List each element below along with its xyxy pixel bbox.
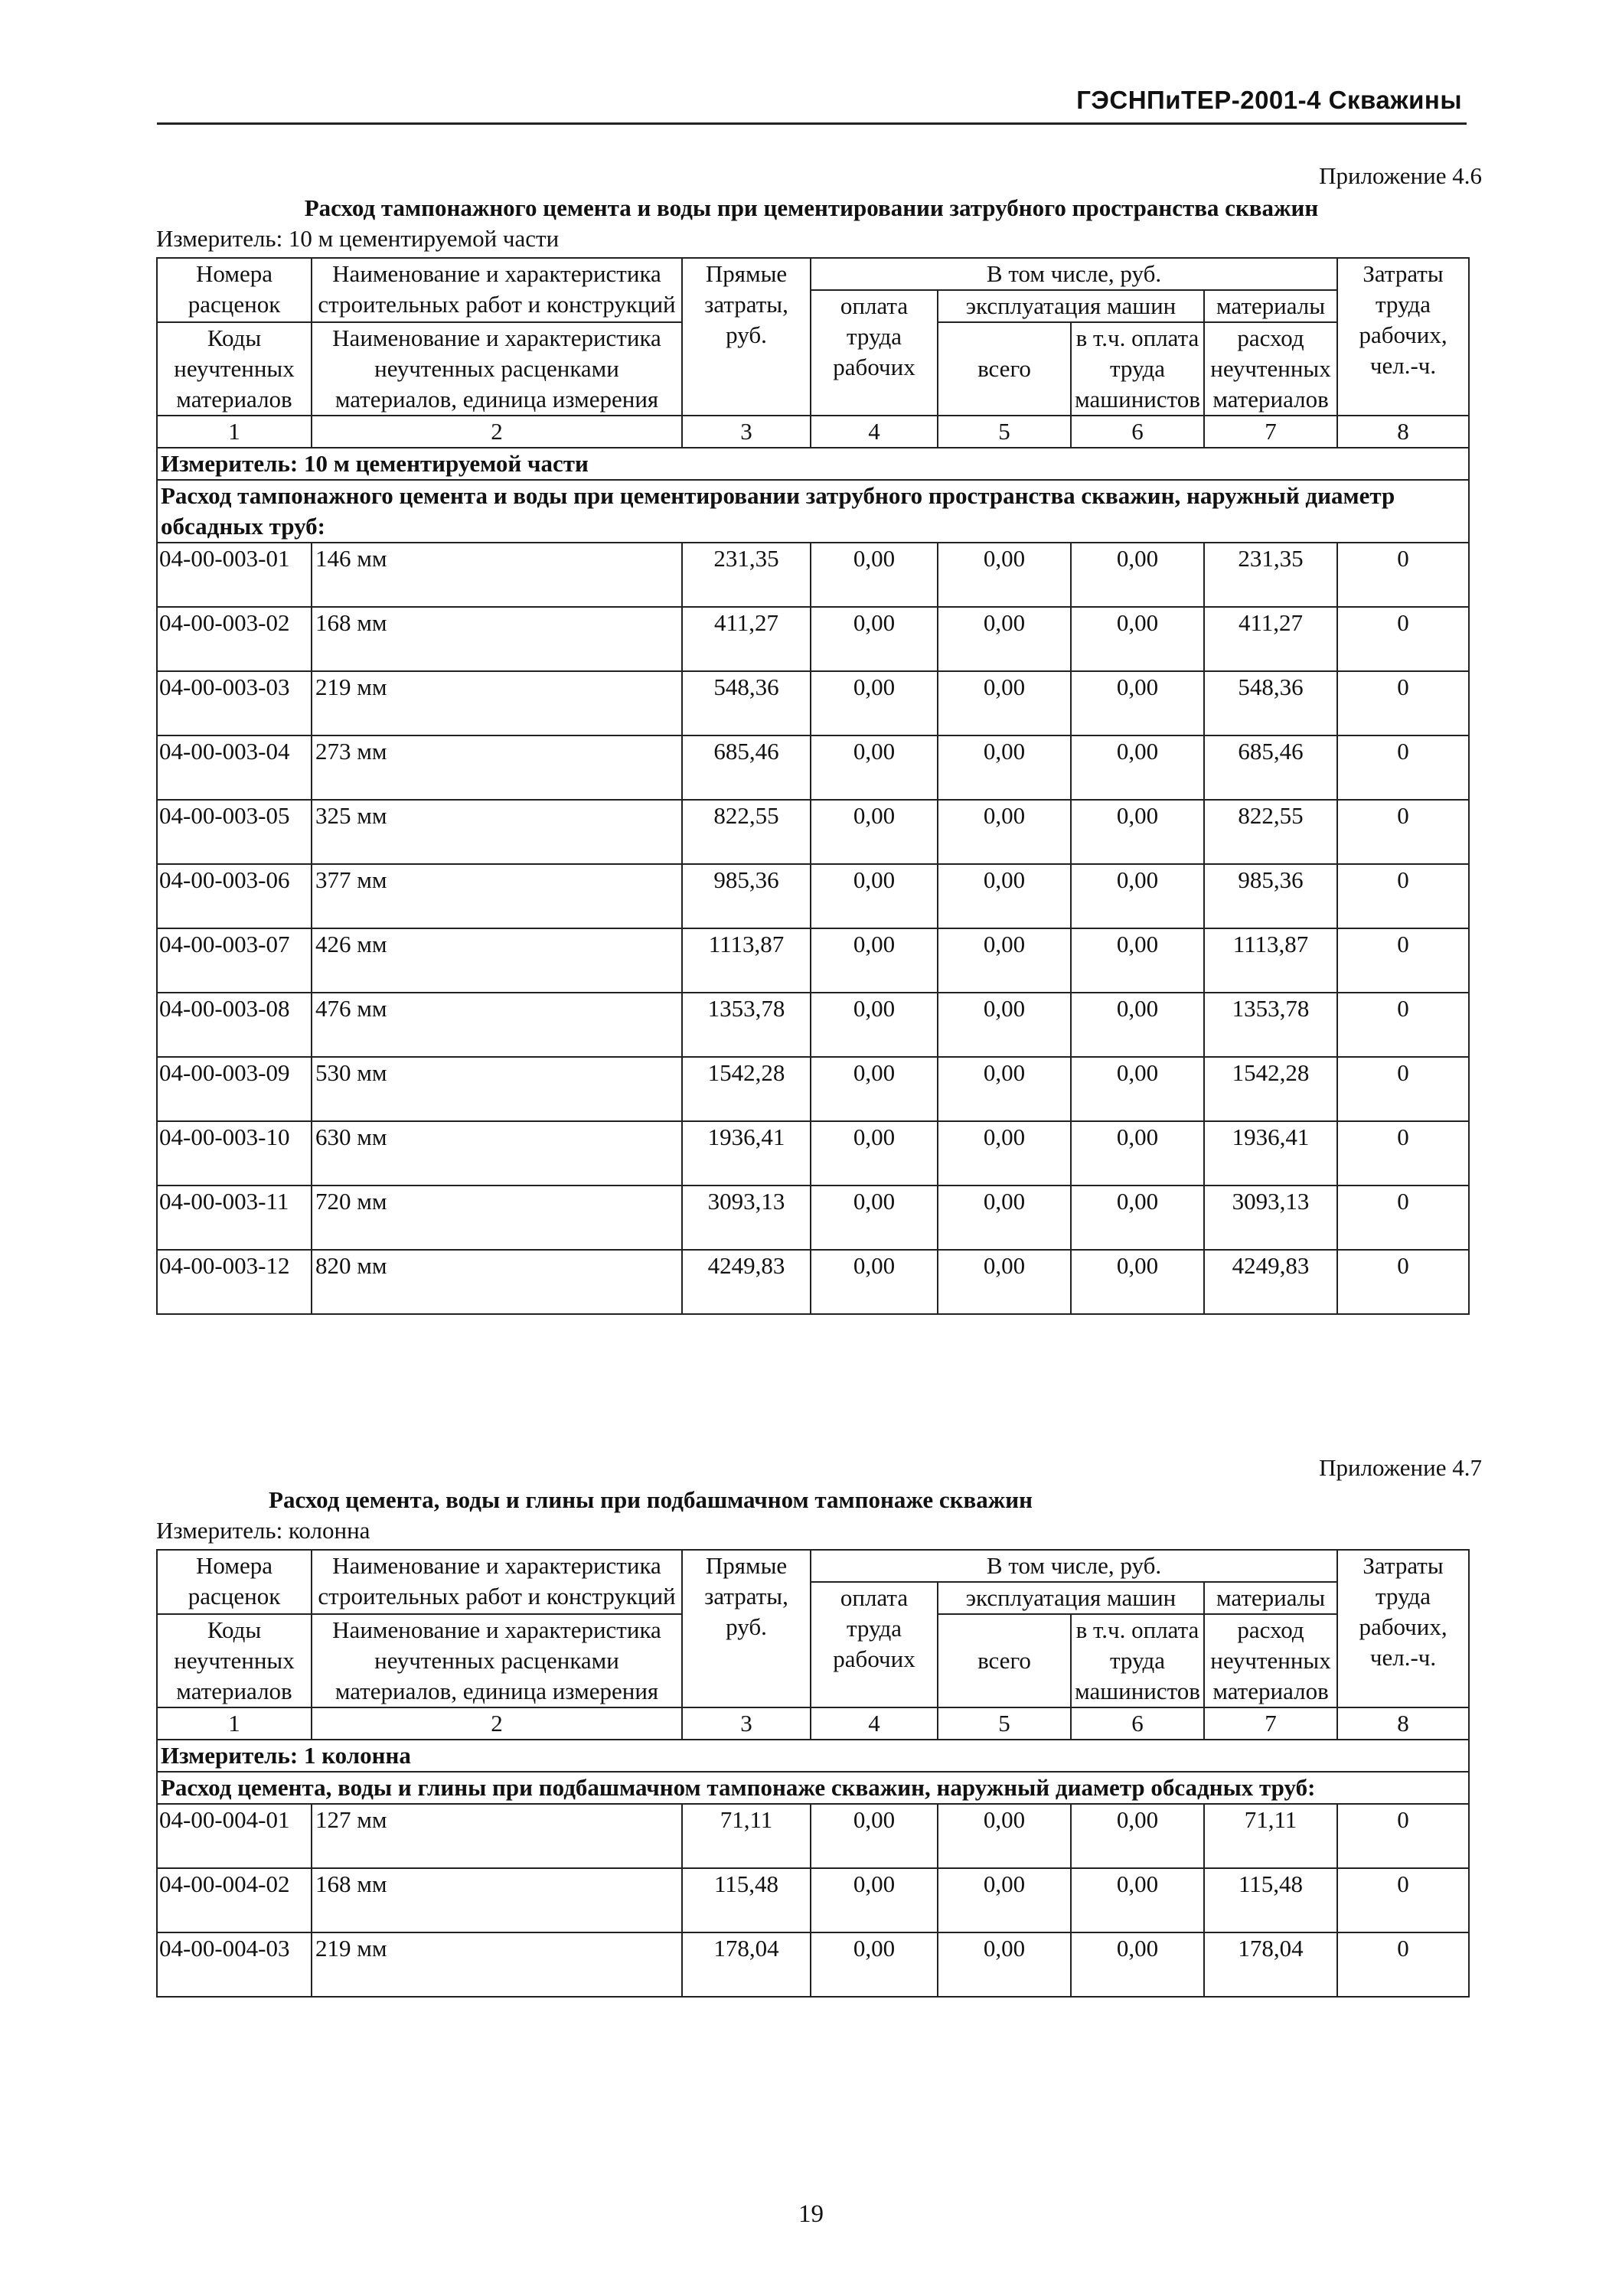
work-name-cell: 720 мм <box>312 1186 682 1250</box>
labor-hours-cell: 0 <box>1337 993 1469 1057</box>
labor-pay-cell: 0,00 <box>811 1804 938 1868</box>
labor-hours-cell: 0 <box>1337 1250 1469 1314</box>
column-number: 4 <box>811 1707 938 1740</box>
labor-pay-cell: 0,00 <box>811 1121 938 1186</box>
labor-hours-cell: 0 <box>1337 543 1469 607</box>
machinist-pay-cell: 0,00 <box>1071 993 1204 1057</box>
column-number: 5 <box>938 1707 1071 1740</box>
labor-pay-cell: 0,00 <box>811 864 938 928</box>
header-labor-pay: оплата труда рабочих <box>811 1582 938 1707</box>
table-row <box>157 1057 1469 1121</box>
rate-code-cell: 04-00-003-07 <box>157 928 312 993</box>
direct-costs-cell: 4249,83 <box>682 1250 811 1314</box>
rate-code-cell: 04-00-003-01 <box>157 543 312 607</box>
table-body <box>157 1804 1469 1997</box>
measure-unit: Измеритель: колонна <box>156 1517 370 1544</box>
materials-cost-cell: 685,46 <box>1204 735 1337 800</box>
materials-cost-cell: 822,55 <box>1204 800 1337 864</box>
work-name-cell: 325 мм <box>312 800 682 864</box>
materials-cost-cell: 178,04 <box>1204 1932 1337 1997</box>
labor-pay-cell: 0,00 <box>811 735 938 800</box>
work-name-cell: 146 мм <box>312 543 682 607</box>
machine-total-cell: 0,00 <box>938 1868 1071 1932</box>
header-unaccounted-codes: Коды неучтенных материалов <box>157 1614 312 1707</box>
table-row <box>157 1804 1469 1868</box>
machinist-pay-cell: 0,00 <box>1071 1804 1204 1868</box>
rates-table <box>156 1549 1470 1998</box>
machinist-pay-cell: 0,00 <box>1071 1250 1204 1314</box>
direct-costs-cell: 71,11 <box>682 1804 811 1868</box>
column-number: 2 <box>312 416 682 448</box>
header-total: всего <box>938 322 1071 416</box>
machine-total-cell: 0,00 <box>938 928 1071 993</box>
header-work-name: Наименование и характеристика строительных работ и конструкций <box>312 258 682 322</box>
section-title: Расход тампонажного цемента и воды при цементировании затрубного пространства скважин <box>304 194 1319 221</box>
header-including: В том числе, руб. <box>811 1550 1337 1582</box>
header-work-name: Наименование и характеристика строительных работ и конструкций <box>312 1550 682 1614</box>
labor-pay-cell: 0,00 <box>811 1868 938 1932</box>
header-total: всего <box>938 1614 1071 1707</box>
column-number: 7 <box>1204 1707 1337 1740</box>
table-row <box>157 1186 1469 1250</box>
direct-costs-cell: 685,46 <box>682 735 811 800</box>
work-name-cell: 219 мм <box>312 671 682 735</box>
table-row <box>157 1250 1469 1314</box>
labor-pay-cell: 0,00 <box>811 607 938 671</box>
machinist-pay-cell: 0,00 <box>1071 800 1204 864</box>
machine-total-cell: 0,00 <box>938 993 1071 1057</box>
rate-code-cell: 04-00-004-02 <box>157 1868 312 1932</box>
rate-code-cell: 04-00-003-11 <box>157 1186 312 1250</box>
table-row <box>157 671 1469 735</box>
labor-pay-cell: 0,00 <box>811 671 938 735</box>
labor-hours-cell: 0 <box>1337 1057 1469 1121</box>
materials-cost-cell: 548,36 <box>1204 671 1337 735</box>
materials-cost-cell: 115,48 <box>1204 1868 1337 1932</box>
labor-hours-cell: 0 <box>1337 671 1469 735</box>
machinist-pay-cell: 0,00 <box>1071 607 1204 671</box>
labor-pay-cell: 0,00 <box>811 1057 938 1121</box>
rate-code-cell: 04-00-003-04 <box>157 735 312 800</box>
labor-pay-cell: 0,00 <box>811 800 938 864</box>
column-number: 3 <box>682 416 811 448</box>
work-name-cell: 168 мм <box>312 1868 682 1932</box>
measure-row: Измеритель: 10 м цементируемой части <box>157 448 1469 480</box>
rates-table <box>156 257 1470 1315</box>
header-materials: материалы <box>1204 290 1337 322</box>
labor-hours-cell: 0 <box>1337 864 1469 928</box>
table-row <box>157 607 1469 671</box>
machine-total-cell: 0,00 <box>938 800 1071 864</box>
column-number: 3 <box>682 1707 811 1740</box>
rate-code-cell: 04-00-003-08 <box>157 993 312 1057</box>
header-machine-operation: эксплуатация машин <box>938 1582 1204 1614</box>
direct-costs-cell: 1936,41 <box>682 1121 811 1186</box>
column-number: 6 <box>1071 1707 1204 1740</box>
appendix-label: Приложение 4.7 <box>1319 1454 1482 1481</box>
labor-pay-cell: 0,00 <box>811 543 938 607</box>
header-unaccounted-materials: расход неучтенных материалов <box>1204 322 1337 416</box>
rate-code-cell: 04-00-003-12 <box>157 1250 312 1314</box>
labor-hours-cell: 0 <box>1337 1868 1469 1932</box>
column-number: 2 <box>312 1707 682 1740</box>
header-rate-numbers: Номера расценок <box>157 1550 312 1614</box>
table-body <box>157 543 1469 1314</box>
materials-cost-cell: 1542,28 <box>1204 1057 1337 1121</box>
column-number: 5 <box>938 416 1071 448</box>
work-name-cell: 168 мм <box>312 607 682 671</box>
machine-total-cell: 0,00 <box>938 1804 1071 1868</box>
header-unaccounted-codes: Коды неучтенных материалов <box>157 322 312 416</box>
work-name-cell: 476 мм <box>312 993 682 1057</box>
labor-pay-cell: 0,00 <box>811 1186 938 1250</box>
direct-costs-cell: 115,48 <box>682 1868 811 1932</box>
section-title: Расход цемента, воды и глины при подбашмачном тампонаже скважин <box>269 1486 1033 1513</box>
header-material-name: Наименование и характеристика неучтенных расценками материалов, единица измерения <box>312 1614 682 1707</box>
materials-cost-cell: 411,27 <box>1204 607 1337 671</box>
materials-cost-cell: 1353,78 <box>1204 993 1337 1057</box>
work-name-cell: 820 мм <box>312 1250 682 1314</box>
header-direct-costs: Прямые затраты, руб. <box>682 1550 811 1707</box>
page-number: 19 <box>798 2200 824 2228</box>
header-including: В том числе, руб. <box>811 258 1337 290</box>
materials-cost-cell: 71,11 <box>1204 1804 1337 1868</box>
column-number: 6 <box>1071 416 1204 448</box>
machine-total-cell: 0,00 <box>938 1121 1071 1186</box>
materials-cost-cell: 231,35 <box>1204 543 1337 607</box>
labor-pay-cell: 0,00 <box>811 1250 938 1314</box>
labor-hours-cell: 0 <box>1337 1186 1469 1250</box>
machine-total-cell: 0,00 <box>938 1932 1071 1997</box>
labor-hours-cell: 0 <box>1337 735 1469 800</box>
direct-costs-cell: 1542,28 <box>682 1057 811 1121</box>
running-header <box>157 86 1467 125</box>
work-name-cell: 530 мм <box>312 1057 682 1121</box>
header-unaccounted-materials: расход неучтенных материалов <box>1204 1614 1337 1707</box>
measure-unit: Измеритель: 10 м цементируемой части <box>156 225 560 252</box>
header-rate-numbers: Номера расценок <box>157 258 312 322</box>
materials-cost-cell: 3093,13 <box>1204 1186 1337 1250</box>
machine-total-cell: 0,00 <box>938 1250 1071 1314</box>
rate-code-cell: 04-00-003-03 <box>157 671 312 735</box>
column-number: 8 <box>1337 416 1469 448</box>
machinist-pay-cell: 0,00 <box>1071 735 1204 800</box>
machinist-pay-cell: 0,00 <box>1071 1932 1204 1997</box>
labor-hours-cell: 0 <box>1337 800 1469 864</box>
description-row: Расход цемента, воды и глины при подбашмачном тампонаже скважин, наружный диаметр обсадных труб: <box>157 1772 1469 1804</box>
rate-code-cell: 04-00-004-03 <box>157 1932 312 1997</box>
work-name-cell: 426 мм <box>312 928 682 993</box>
rate-code-cell: 04-00-003-06 <box>157 864 312 928</box>
work-name-cell: 630 мм <box>312 1121 682 1186</box>
direct-costs-cell: 3093,13 <box>682 1186 811 1250</box>
table-row <box>157 993 1469 1057</box>
appendix-label: Приложение 4.6 <box>1319 162 1482 189</box>
machine-total-cell: 0,00 <box>938 735 1071 800</box>
direct-costs-cell: 822,55 <box>682 800 811 864</box>
machinist-pay-cell: 0,00 <box>1071 1121 1204 1186</box>
direct-costs-cell: 1113,87 <box>682 928 811 993</box>
machine-total-cell: 0,00 <box>938 607 1071 671</box>
labor-pay-cell: 0,00 <box>811 993 938 1057</box>
labor-hours-cell: 0 <box>1337 1121 1469 1186</box>
running-title: ГЭСНПиТЕР-2001-4 Скважины <box>1076 86 1462 114</box>
work-name-cell: 377 мм <box>312 864 682 928</box>
header-labor-costs: Затраты труда рабочих, чел.-ч. <box>1337 1550 1469 1707</box>
labor-hours-cell: 0 <box>1337 1932 1469 1997</box>
column-number: 1 <box>157 416 312 448</box>
header-labor-costs: Затраты труда рабочих, чел.-ч. <box>1337 258 1469 416</box>
column-number: 7 <box>1204 416 1337 448</box>
machinist-pay-cell: 0,00 <box>1071 1868 1204 1932</box>
machine-total-cell: 0,00 <box>938 864 1071 928</box>
machine-total-cell: 0,00 <box>938 1186 1071 1250</box>
column-number: 4 <box>811 416 938 448</box>
direct-costs-cell: 231,35 <box>682 543 811 607</box>
machinist-pay-cell: 0,00 <box>1071 543 1204 607</box>
machinist-pay-cell: 0,00 <box>1071 1057 1204 1121</box>
table-row <box>157 800 1469 864</box>
labor-pay-cell: 0,00 <box>811 1932 938 1997</box>
work-name-cell: 273 мм <box>312 735 682 800</box>
machinist-pay-cell: 0,00 <box>1071 864 1204 928</box>
machine-total-cell: 0,00 <box>938 543 1071 607</box>
direct-costs-cell: 178,04 <box>682 1932 811 1997</box>
labor-pay-cell: 0,00 <box>811 928 938 993</box>
labor-hours-cell: 0 <box>1337 928 1469 993</box>
description-row: Расход тампонажного цемента и воды при цементировании затрубного пространства скважин, наружный диаметр обсадных труб: <box>157 480 1469 543</box>
column-number: 8 <box>1337 1707 1469 1740</box>
header-machine-operation: эксплуатация машин <box>938 290 1204 322</box>
table-row <box>157 1868 1469 1932</box>
header-machinist-pay: в т.ч. оплата труда машинистов <box>1071 322 1204 416</box>
labor-hours-cell: 0 <box>1337 607 1469 671</box>
table-row <box>157 1121 1469 1186</box>
table-row <box>157 928 1469 993</box>
rate-code-cell: 04-00-003-10 <box>157 1121 312 1186</box>
header-direct-costs: Прямые затраты, руб. <box>682 258 811 416</box>
direct-costs-cell: 548,36 <box>682 671 811 735</box>
header-material-name: Наименование и характеристика неучтенных расценками материалов, единица измерения <box>312 322 682 416</box>
rate-code-cell: 04-00-003-05 <box>157 800 312 864</box>
machinist-pay-cell: 0,00 <box>1071 1186 1204 1250</box>
rate-code-cell: 04-00-004-01 <box>157 1804 312 1868</box>
column-number: 1 <box>157 1707 312 1740</box>
rate-code-cell: 04-00-003-09 <box>157 1057 312 1121</box>
rate-code-cell: 04-00-003-02 <box>157 607 312 671</box>
direct-costs-cell: 411,27 <box>682 607 811 671</box>
direct-costs-cell: 985,36 <box>682 864 811 928</box>
header-machinist-pay: в т.ч. оплата труда машинистов <box>1071 1614 1204 1707</box>
table-row <box>157 735 1469 800</box>
header-materials: материалы <box>1204 1582 1337 1614</box>
materials-cost-cell: 1113,87 <box>1204 928 1337 993</box>
table-row <box>157 543 1469 607</box>
machine-total-cell: 0,00 <box>938 671 1071 735</box>
work-name-cell: 127 мм <box>312 1804 682 1868</box>
machine-total-cell: 0,00 <box>938 1057 1071 1121</box>
materials-cost-cell: 1936,41 <box>1204 1121 1337 1186</box>
table-row <box>157 1932 1469 1997</box>
table-row <box>157 864 1469 928</box>
direct-costs-cell: 1353,78 <box>682 993 811 1057</box>
labor-hours-cell: 0 <box>1337 1804 1469 1868</box>
machinist-pay-cell: 0,00 <box>1071 671 1204 735</box>
work-name-cell: 219 мм <box>312 1932 682 1997</box>
materials-cost-cell: 985,36 <box>1204 864 1337 928</box>
materials-cost-cell: 4249,83 <box>1204 1250 1337 1314</box>
header-labor-pay: оплата труда рабочих <box>811 290 938 416</box>
measure-row: Измеритель: 1 колонна <box>157 1740 1469 1772</box>
machinist-pay-cell: 0,00 <box>1071 928 1204 993</box>
